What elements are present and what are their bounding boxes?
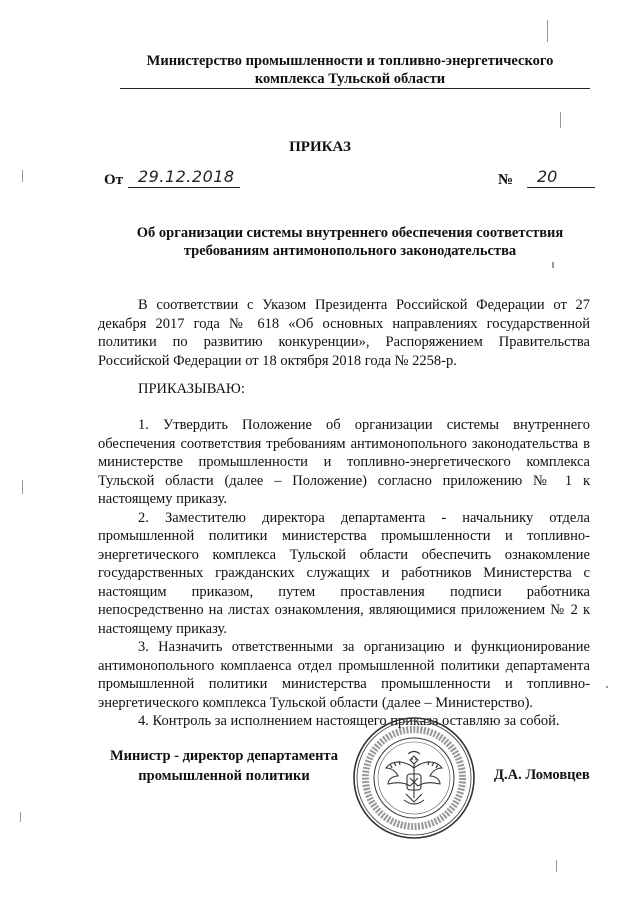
scan-speck (22, 170, 23, 182)
signatory-position-line-1: Министр - директор департамента (109, 748, 339, 764)
header-divider (120, 88, 590, 89)
scan-speck (606, 686, 608, 688)
organization-header (90, 52, 610, 88)
order-item-2: 2. Заместителю директора департамента - начальнику отдела промышленной политики министерства промышленности и топливно-энергетического комплекса Тульской области обеспечить ознакомление государственных гражданских служащих и работников Министерства с настоящим приказом, путем проставления подписи работника непосредственно на листах ознакомления, являющимися приложением № 2 к настоящему приказу. (98, 509, 590, 637)
order-word: ПРИКАЗЫВАЮ: (138, 381, 245, 397)
date-label: От (104, 172, 124, 188)
scan-speck (560, 112, 561, 128)
order-item-1: 1. Утвердить Положение об организации системы внутреннего обеспечения соответствия требованиям антимонопольного законодательства в министерстве промышленности и топливно-энергетического комплекса Тульской области (далее – Положение) согласно приложению № 1 к настоящему приказу. (98, 417, 590, 507)
scan-speck (22, 480, 23, 494)
subject-line-1: Об организации системы внутреннего обеспечения соответствия (136, 225, 564, 241)
number-value: 20 (537, 167, 558, 186)
scan-speck (552, 262, 554, 268)
organization-name-line-2: комплекса Тульской области (254, 71, 446, 87)
document-title: ПРИКАЗ (289, 139, 351, 155)
order-item-4: 4. Контроль за исполнением настоящего приказа оставляю за собой. (138, 713, 560, 729)
scan-speck (547, 20, 548, 42)
signatory-position-line-2: промышленной политики (138, 768, 310, 784)
number-label: № (498, 172, 514, 188)
organization-name-line-1: Министерство промышленности и топливно-энергетического (146, 53, 554, 69)
date-underline (128, 187, 240, 188)
number-underline (527, 187, 595, 188)
scan-speck (556, 860, 557, 872)
order-item-3: 3. Назначить ответственными за организацию и функционирование антимонопольного комплаенса отдел промышленной политики департамента промышленной политики министерства промышленности и топливно-энергетического комплекса Тульской области (далее – Министерство). (98, 639, 590, 711)
signatory-name: Д.А. Ломовцев (494, 767, 590, 783)
state-emblem-seal-icon (352, 716, 476, 840)
document-subject (110, 224, 590, 260)
order-items (98, 416, 590, 731)
subject-line-2: требованиям антимонопольного законодательства (183, 243, 517, 259)
intro-paragraph: В соответствии с Указом Президента Российской Федерации от 27 декабря 2017 года № 618 «Об основных направлениях государственной политики по развитию конкуренции», Распоряжением Правительства Российской Федерации от 18 октября 2018 года № 2258-р. (98, 297, 590, 369)
scan-speck (20, 812, 21, 822)
signatory-position (104, 746, 344, 786)
date-value: 29.12.2018 (138, 167, 235, 186)
